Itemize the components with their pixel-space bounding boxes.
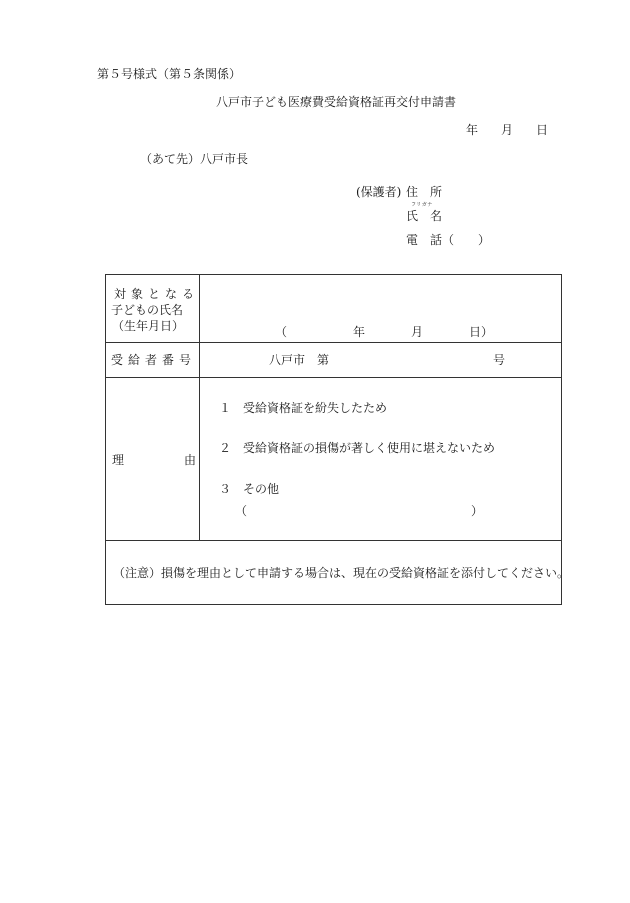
child-label-line1: 対象となる bbox=[114, 287, 200, 301]
reason-option-other[interactable]: ３ その他 bbox=[219, 482, 280, 496]
reason-label-right: 由 bbox=[184, 453, 197, 467]
label-column-divider bbox=[199, 274, 200, 540]
recipient-number-field[interactable]: 八戸市 第 bbox=[269, 353, 330, 367]
dob-month-label: 月 bbox=[411, 325, 424, 339]
other-reason-close: ） bbox=[471, 504, 484, 518]
note-text: （注意）損傷を理由として申請する場合は、現在の受給資格証を添付してください。 bbox=[113, 566, 570, 580]
date-month-label: 月 bbox=[501, 123, 514, 137]
applicant-role: (保護者) bbox=[356, 185, 402, 199]
row-divider-3 bbox=[105, 540, 562, 541]
application-table bbox=[105, 274, 570, 605]
recipient-number-suffix: 号 bbox=[493, 353, 506, 367]
other-reason-field[interactable]: （ bbox=[235, 504, 248, 518]
reason-option-lost[interactable]: １ 受給資格証を紛失したため bbox=[219, 401, 388, 415]
recipient-number-label: 受給者番号 bbox=[111, 353, 197, 367]
address-label: 住 所 bbox=[406, 185, 443, 199]
row-divider-2 bbox=[105, 377, 562, 378]
date-day-label: 日 bbox=[536, 123, 549, 137]
dob-day-label: 日） bbox=[469, 325, 494, 339]
reason-label-left: 理 bbox=[112, 453, 125, 467]
child-name-field[interactable]: （ bbox=[275, 325, 288, 339]
page-title: 八戸市子ども医療費受給資格証再交付申請書 bbox=[216, 95, 457, 109]
row-divider-1 bbox=[105, 342, 562, 343]
addressee: （あて先）八戸市長 bbox=[140, 152, 249, 166]
dob-year-label: 年 bbox=[353, 325, 366, 339]
reason-option-damaged[interactable]: ２ 受給資格証の損傷が著しく使用に堪えないため bbox=[219, 441, 496, 455]
form-number: 第５号様式（第５条関係） bbox=[97, 67, 242, 81]
furigana-label: フリガナ bbox=[411, 202, 433, 208]
child-label-line3: （生年月日） bbox=[112, 319, 185, 333]
date-year-label: 年 bbox=[466, 123, 479, 137]
phone-label: 電 話（ ） bbox=[406, 233, 491, 247]
child-label-line2: 子どもの氏名 bbox=[111, 303, 184, 317]
name-label: 氏 名 bbox=[406, 209, 443, 223]
